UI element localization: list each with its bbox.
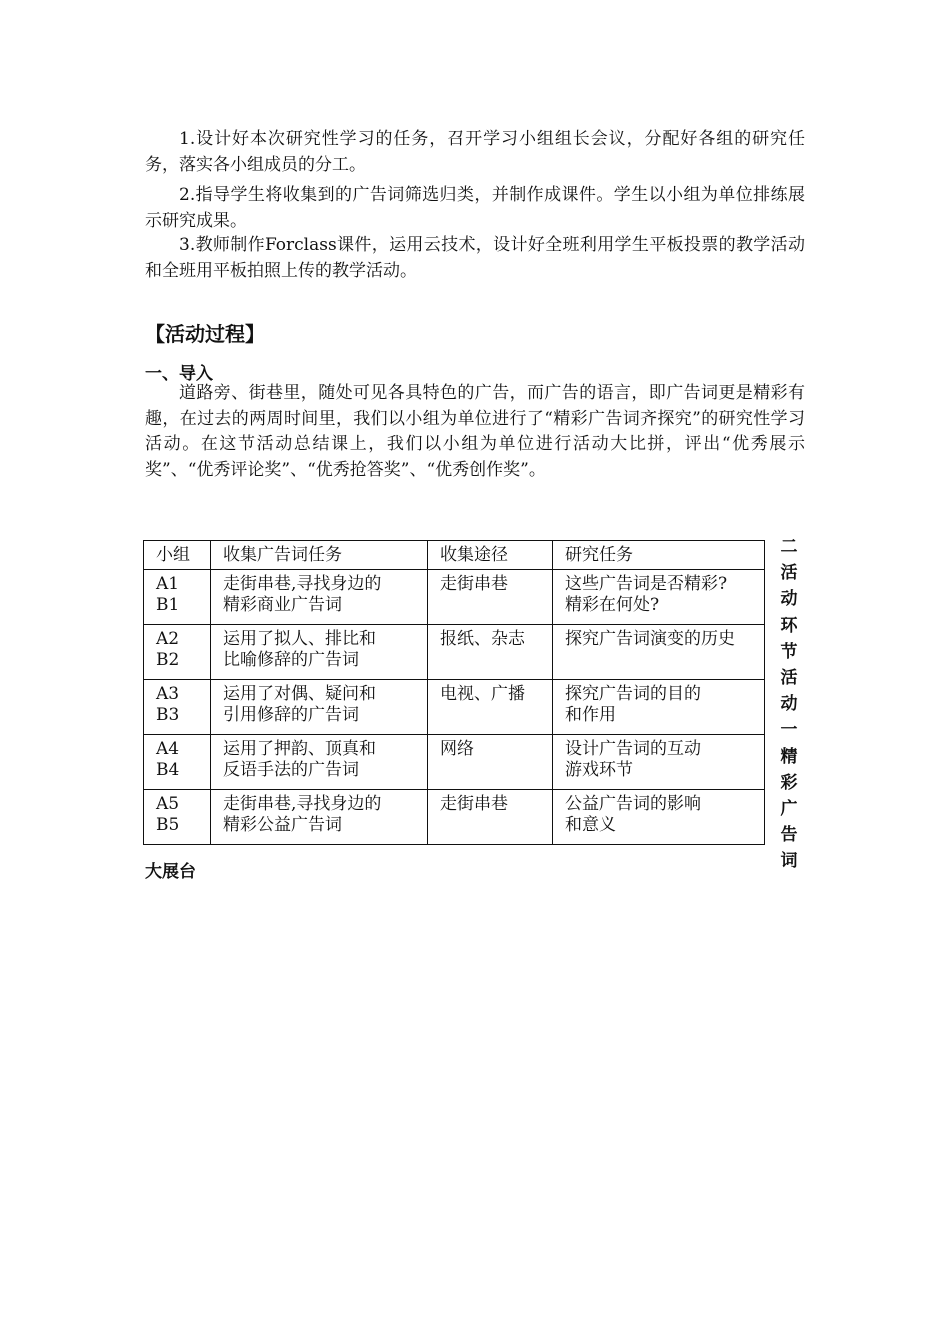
title-char: 节: [780, 641, 798, 662]
title-char: 一: [780, 720, 798, 741]
cell-line: B3: [156, 705, 180, 725]
cell-research: [553, 680, 765, 735]
cell-line: 和作用: [565, 705, 616, 725]
cell-line: B2: [156, 650, 180, 670]
cell-research: [553, 570, 765, 625]
cell-line: B4: [156, 760, 180, 780]
header-task: 收集广告词任务: [211, 541, 428, 570]
cell-group: [144, 735, 211, 790]
cell-channel: [428, 735, 553, 790]
cell-line: 探究广告词演变的历史: [565, 629, 735, 649]
cell-line: 网络: [440, 739, 474, 759]
cell-research: [553, 790, 765, 845]
section-activity-title-continued: 大展台: [145, 862, 196, 882]
title-char: 动: [780, 589, 798, 610]
cell-line: 走街串巷: [440, 574, 508, 594]
cell-line: 引用修辞的广告词: [223, 705, 359, 725]
section-activity-title-vertical: [778, 534, 800, 875]
prep-item-2: 2.指导学生将收集到的广告词筛选归类，并制作成课件。学生以小组为单位排练展示研究成果。: [145, 185, 805, 231]
cell-line: 和意义: [565, 815, 616, 835]
cell-line: 这些广告词是否精彩?: [565, 574, 728, 594]
cell-channel: [428, 570, 553, 625]
cell-task: [211, 570, 428, 625]
title-char: 广: [780, 799, 798, 820]
cell-line: 探究广告词的目的: [565, 684, 701, 704]
cell-channel: [428, 680, 553, 735]
cell-group: [144, 570, 211, 625]
title-char: 词: [780, 851, 798, 872]
table-row: [144, 680, 765, 735]
cell-task: [211, 790, 428, 845]
group-task-table: [143, 540, 765, 845]
prep-item-1: 1.设计好本次研究性学习的任务，召开学习小组组长会议，分配好各组的研究任务，落实各小组成员的分工。: [145, 129, 805, 175]
cell-line: 报纸、杂志: [440, 629, 525, 649]
title-char: 环: [780, 615, 798, 636]
header-channel: 收集途径: [428, 541, 553, 570]
cell-research: [553, 625, 765, 680]
cell-group: [144, 625, 211, 680]
table-row: [144, 790, 765, 845]
table-header-row: [144, 541, 765, 570]
cell-line: 运用了拟人、排比和: [223, 629, 376, 649]
section-intro-title: 一、导入: [145, 364, 213, 384]
cell-line: 比喻修辞的广告词: [223, 650, 359, 670]
cell-line: A2: [156, 629, 180, 649]
cell-research: [553, 735, 765, 790]
title-char: 活: [780, 668, 798, 689]
cell-line: 电视、广播: [440, 684, 525, 704]
cell-channel: [428, 790, 553, 845]
activity-process-heading: 【活动过程】: [145, 322, 265, 346]
cell-channel: [428, 625, 553, 680]
cell-line: 精彩在何处?: [565, 595, 660, 615]
cell-line: 运用了对偶、疑问和: [223, 684, 376, 704]
title-char: 彩: [780, 772, 798, 793]
cell-task: [211, 680, 428, 735]
table-row: [144, 735, 765, 790]
cell-group: [144, 680, 211, 735]
prep-item-3: 3.教师制作Forclass课件，运用云技术，设计好全班利用学生平板投票的教学活动和全班用平板拍照上传的教学活动。: [145, 235, 805, 281]
cell-line: 精彩公益广告词: [223, 815, 342, 835]
table-row: [144, 625, 765, 680]
cell-line: 精彩商业广告词: [223, 595, 342, 615]
title-char: 二: [780, 537, 798, 557]
title-char: 动: [780, 694, 798, 715]
title-char: 精: [780, 746, 798, 767]
title-char: 活: [780, 563, 798, 584]
cell-task: [211, 735, 428, 790]
cell-line: A5: [156, 794, 180, 814]
section-intro-text: 道路旁、街巷里，随处可见各具特色的广告，而广告的语言，即广告词更是精彩有趣，在过去的两周时间里，我们以小组为单位进行了“精彩广告词齐探究”的研究性学习活动。在这节活动总结课上，我们以小组为单位进行活动大比拼，评出“优秀展示奖”、“优秀评论奖”、“优秀抢答奖”、“优秀创作奖”。: [145, 383, 805, 480]
cell-line: B1: [156, 595, 180, 615]
cell-line: A1: [156, 574, 180, 594]
title-char: 告: [780, 825, 798, 846]
cell-line: 设计广告词的互动: [565, 739, 701, 759]
cell-line: 反语手法的广告词: [223, 760, 359, 780]
cell-line: 走街串巷,寻找身边的: [223, 794, 382, 814]
cell-line: A4: [156, 739, 180, 759]
cell-line: B5: [156, 815, 180, 835]
cell-line: 运用了押韵、顶真和: [223, 739, 376, 759]
header-research: 研究任务: [553, 541, 765, 570]
cell-line: 走街串巷,寻找身边的: [223, 574, 382, 594]
cell-line: 公益广告词的影响: [565, 794, 701, 814]
cell-line: A3: [156, 684, 180, 704]
cell-line: 走街串巷: [440, 794, 508, 814]
cell-line: 游戏环节: [565, 760, 633, 780]
cell-group: [144, 790, 211, 845]
table-row: [144, 570, 765, 625]
cell-task: [211, 625, 428, 680]
header-group: 小组: [144, 541, 211, 570]
